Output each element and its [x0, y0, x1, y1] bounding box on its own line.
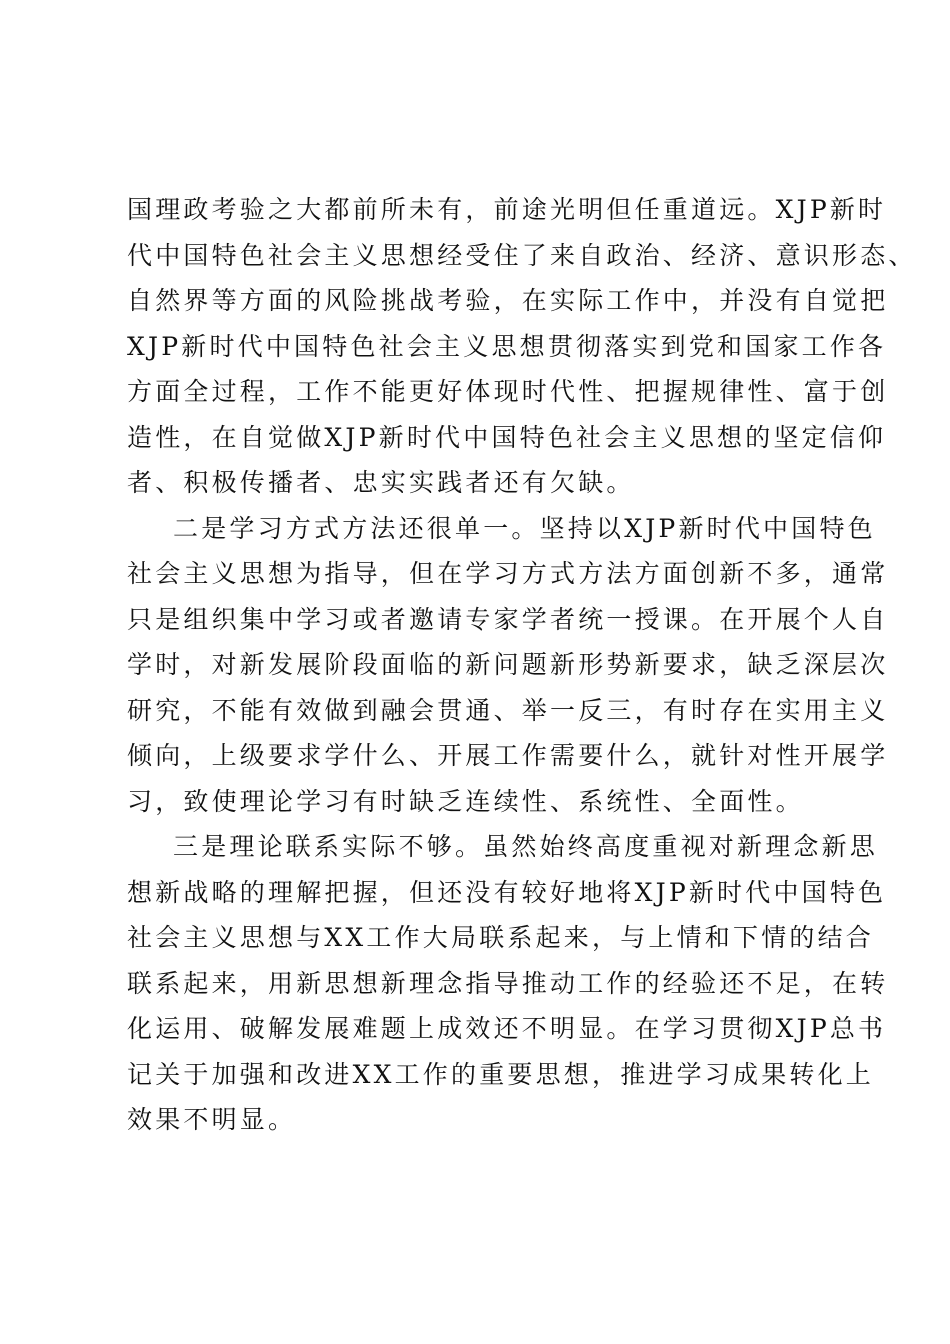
paragraph-2-line-1: 二是学习方式方法还很单一。坚持以XJP新时代中国特色 [173, 514, 876, 543]
paragraph-2-line-3: 只是组织集中学习或者邀请专家学者统一授课。在开展个人自 [127, 605, 889, 634]
paragraph-1-line-3: 自然界等方面的风险挑战考验，在实际工作中，并没有自觉把 [127, 286, 889, 315]
paragraph-3-line-6: 记关于加强和改进XX工作的重要思想，推进学习成果转化上 [127, 1060, 874, 1089]
paragraph-1-line-7: 者、积极传播者、忠实实践者还有欠缺。 [127, 468, 635, 497]
paragraph-2-line-4: 学时，对新发展阶段面临的新问题新形势新要求，缺乏深层次 [127, 650, 889, 679]
paragraph-3-line-1: 三是理论联系实际不够。虽然始终高度重视对新理念新思 [173, 832, 879, 861]
paragraph-3-line-4: 联系起来，用新思想新理念指导推动工作的经验还不足，在转 [127, 969, 889, 998]
paragraph-2-line-7: 习，致使理论学习有时缺乏连续性、系统性、全面性。 [127, 787, 804, 816]
paragraph-1-line-2: 代中国特色社会主义思想经受住了来自政治、经济、意识形态、 [127, 241, 917, 270]
paragraph-1-line-4: XJP新时代中国特色社会主义思想贯彻落实到党和国家工作各 [127, 332, 887, 361]
paragraph-3-line-5: 化运用、破解发展难题上成效还不明显。在学习贯彻XJP总书 [127, 1014, 887, 1043]
paragraph-2-line-2: 社会主义思想为指导，但在学习方式方法方面创新不多，通常 [127, 559, 889, 588]
paragraph-3-line-3: 社会主义思想与XX工作大局联系起来，与上情和下情的结合 [127, 923, 874, 952]
paragraph-1-line-6: 造性，在自觉做XJP新时代中国特色社会主义思想的坚定信仰 [127, 423, 887, 452]
paragraph-3-line-7: 效果不明显。 [127, 1105, 297, 1134]
paragraph-1-line-5: 方面全过程，工作不能更好体现时代性、把握规律性、富于创 [127, 377, 889, 406]
paragraph-2-line-5: 研究，不能有效做到融会贯通、举一反三，有时存在实用主义 [127, 696, 889, 725]
paragraph-3-line-2: 想新战略的理解把握，但还没有较好地将XJP新时代中国特色 [127, 878, 887, 907]
paragraph-1-line-1: 国理政考验之大都前所未有，前途光明但任重道远。XJP新时 [127, 195, 887, 224]
paragraph-2-line-6: 倾向，上级要求学什么、开展工作需要什么，就针对性开展学 [127, 741, 889, 770]
